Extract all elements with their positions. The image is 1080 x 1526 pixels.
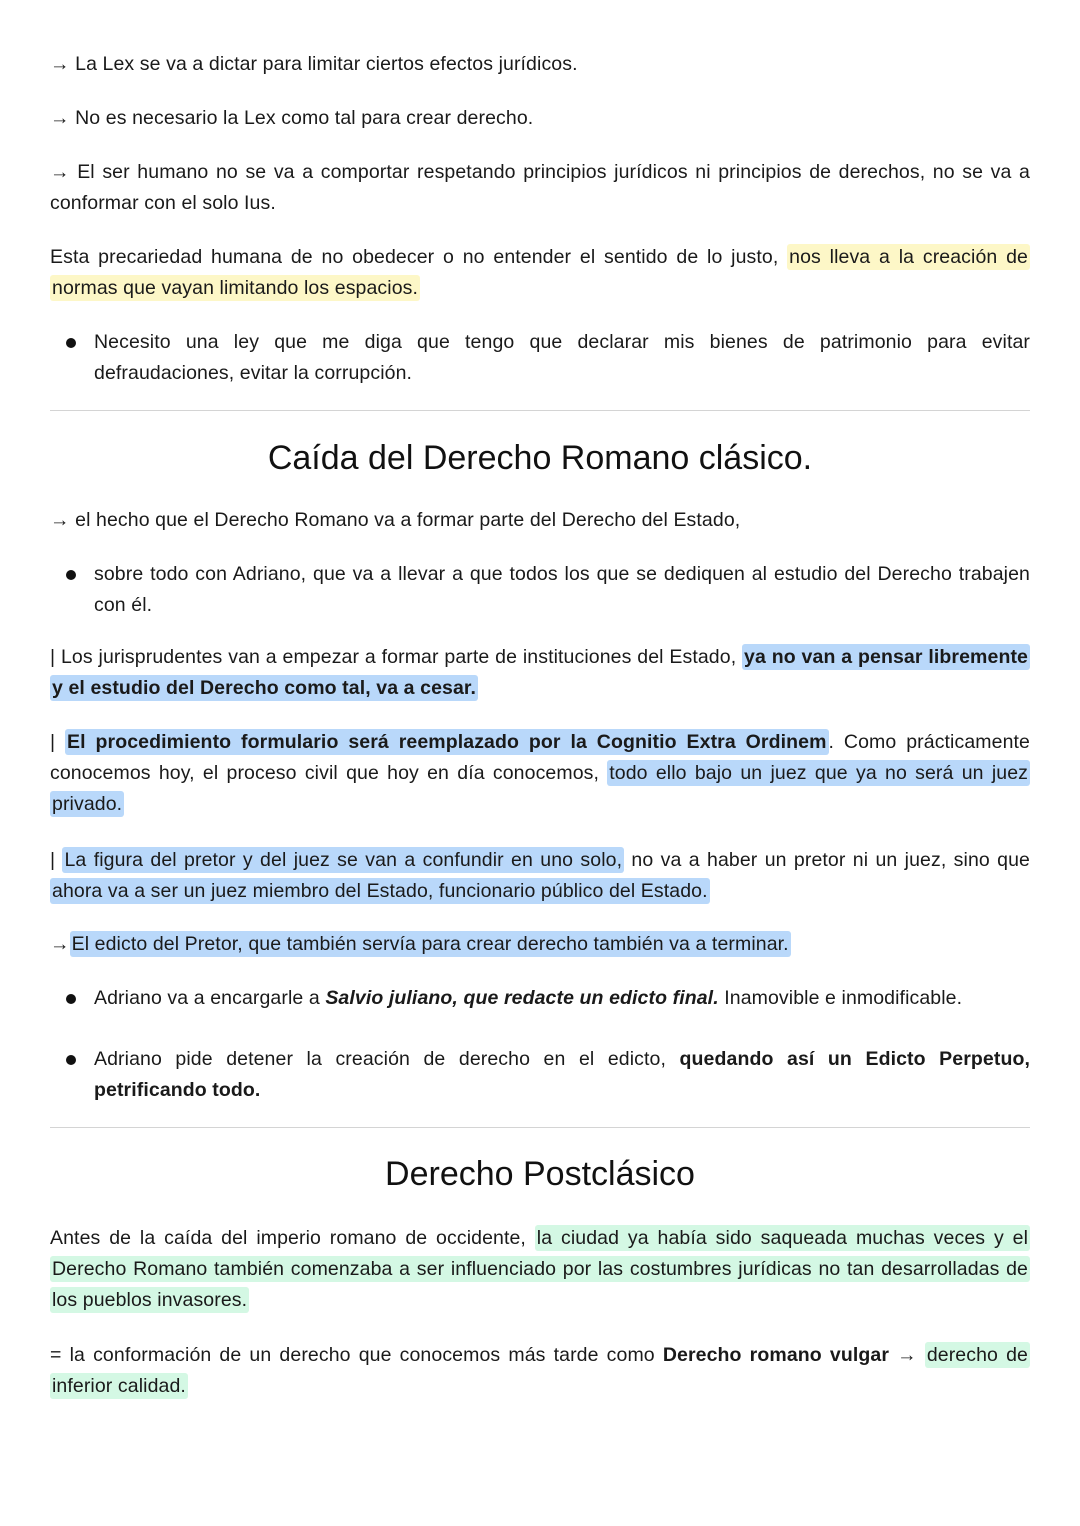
section-divider [50,1127,1030,1128]
paragraph-jurisprudentes [50,642,1030,704]
paragraph-text: | Los jurisprudentes van a empezar a formar parte de instituciones del Estado, [50,646,743,668]
highlight-blue-bold: ya no van a pensar libremente y el estudio del Derecho como tal, va a cesar. [52,646,1028,699]
note-text: → El ser humano no se va a comportar respetando principios jurídicos ni principios de derechos, no se va a conformar con el solo Ius. [50,161,1030,214]
note-text: → el hecho que el Derecho Romano va a formar parte del Derecho del Estado, [50,509,741,531]
bullet-item-salvio-juliano [94,983,1030,1014]
bullet-text: Necesito una ley que me diga que tengo que declarar mis bienes de patrimonio para evitar defraudaciones, evitar la corrupción. [94,331,1030,384]
bold-text: quedando así un Edicto Perpetuo, petrificando todo. [94,1048,1030,1101]
paragraph-text: . Como prácticamente conocemos hoy, el proceso civil que hoy en día conocemos, [50,731,1030,784]
bullet-text: Adriano pide detener la creación de derecho en el edicto, [94,1048,680,1070]
bullet-item-ley-patrimonio [94,327,1030,389]
arrow-icon: → [889,1344,925,1366]
highlight-green: derecho de inferior calidad. [52,1344,1028,1397]
arrow-note-edicto-pretor [50,929,1030,960]
bullet-text: sobre todo con Adriano, que va a llevar a que todos los que se dediquen al estudio del Derecho trabajen con él. [94,563,1030,616]
highlight-blue: ahora va a ser un juez miembro del Estado, funcionario público del Estado. [52,880,708,902]
note-text: → La Lex se va a dictar para limitar ciertos efectos jurídicos. [50,53,578,75]
bullet-text: Inamovible e inmodificable. [718,987,963,1009]
bullet-item-adriano-estudio [94,559,1030,621]
paragraph-text: = la conformación de un derecho que conocemos más tarde como [50,1344,663,1366]
bullet-icon [66,1055,76,1065]
paragraph-pretor-juez [50,845,1030,907]
arrow-note-derecho-estado [50,505,1030,536]
highlight-blue-bold: El procedimiento formulario será reemplazado por la Cognitio Extra Ordinem [67,731,827,753]
note-text: → No es necesario la Lex como tal para crear derecho. [50,107,534,129]
highlight-blue: todo ello bajo un juez que ya no será un juez privado. [52,762,1028,815]
paragraph-text: Esta precariedad humana de no obedecer o no entender el sentido de lo justo, [50,246,788,268]
paragraph-text: no va a haber un pretor ni un juez, sino que [624,849,1031,871]
bullet-icon [66,338,76,348]
arrow-note-ser-humano [50,157,1030,219]
bullet-icon [66,994,76,1004]
paragraph-precariedad [50,242,1030,304]
bold-italic-text: Salvio juliano, que redacte un edicto final. [325,987,719,1009]
paragraph-text: Antes de la caída del imperio romano de occidente, [50,1227,535,1249]
highlight-blue: La figura del pretor y del juez se van a confundir en uno solo, [64,849,623,871]
paragraph-procedimiento-formulario [50,727,1030,820]
paragraph-derecho-vulgar [50,1340,1030,1402]
bullet-icon [66,570,76,580]
bullet-item-edicto-perpetuo [94,1044,1030,1106]
paragraph-prefix: | [50,731,66,753]
section-heading-postclasico: Derecho Postclásico [385,1155,695,1193]
paragraph-caida-imperio [50,1223,1030,1316]
section-divider [50,410,1030,411]
arrow-note-lex-dictar [50,49,1030,80]
highlight-blue: El edicto del Pretor, que también servía para crear derecho también va a terminar. [71,933,789,955]
highlight-yellow: nos lleva a la creación de normas que vayan limitando los espacios. [52,246,1028,299]
section-heading-caida: Caída del Derecho Romano clásico. [267,439,813,477]
arrow-icon: → [50,933,70,955]
paragraph-prefix: | [50,849,63,871]
arrow-note-lex-no-necesaria [50,103,1030,134]
bullet-text: Adriano va a encargarle a [94,987,326,1009]
bold-text: Derecho romano vulgar [662,1344,890,1366]
highlight-green: la ciudad ya había sido saqueada muchas veces y el Derecho Romano también comenzaba a ser influenciado por las costumbres jurídicas no tan desarrolladas de los pueblos invasores. [52,1227,1029,1311]
